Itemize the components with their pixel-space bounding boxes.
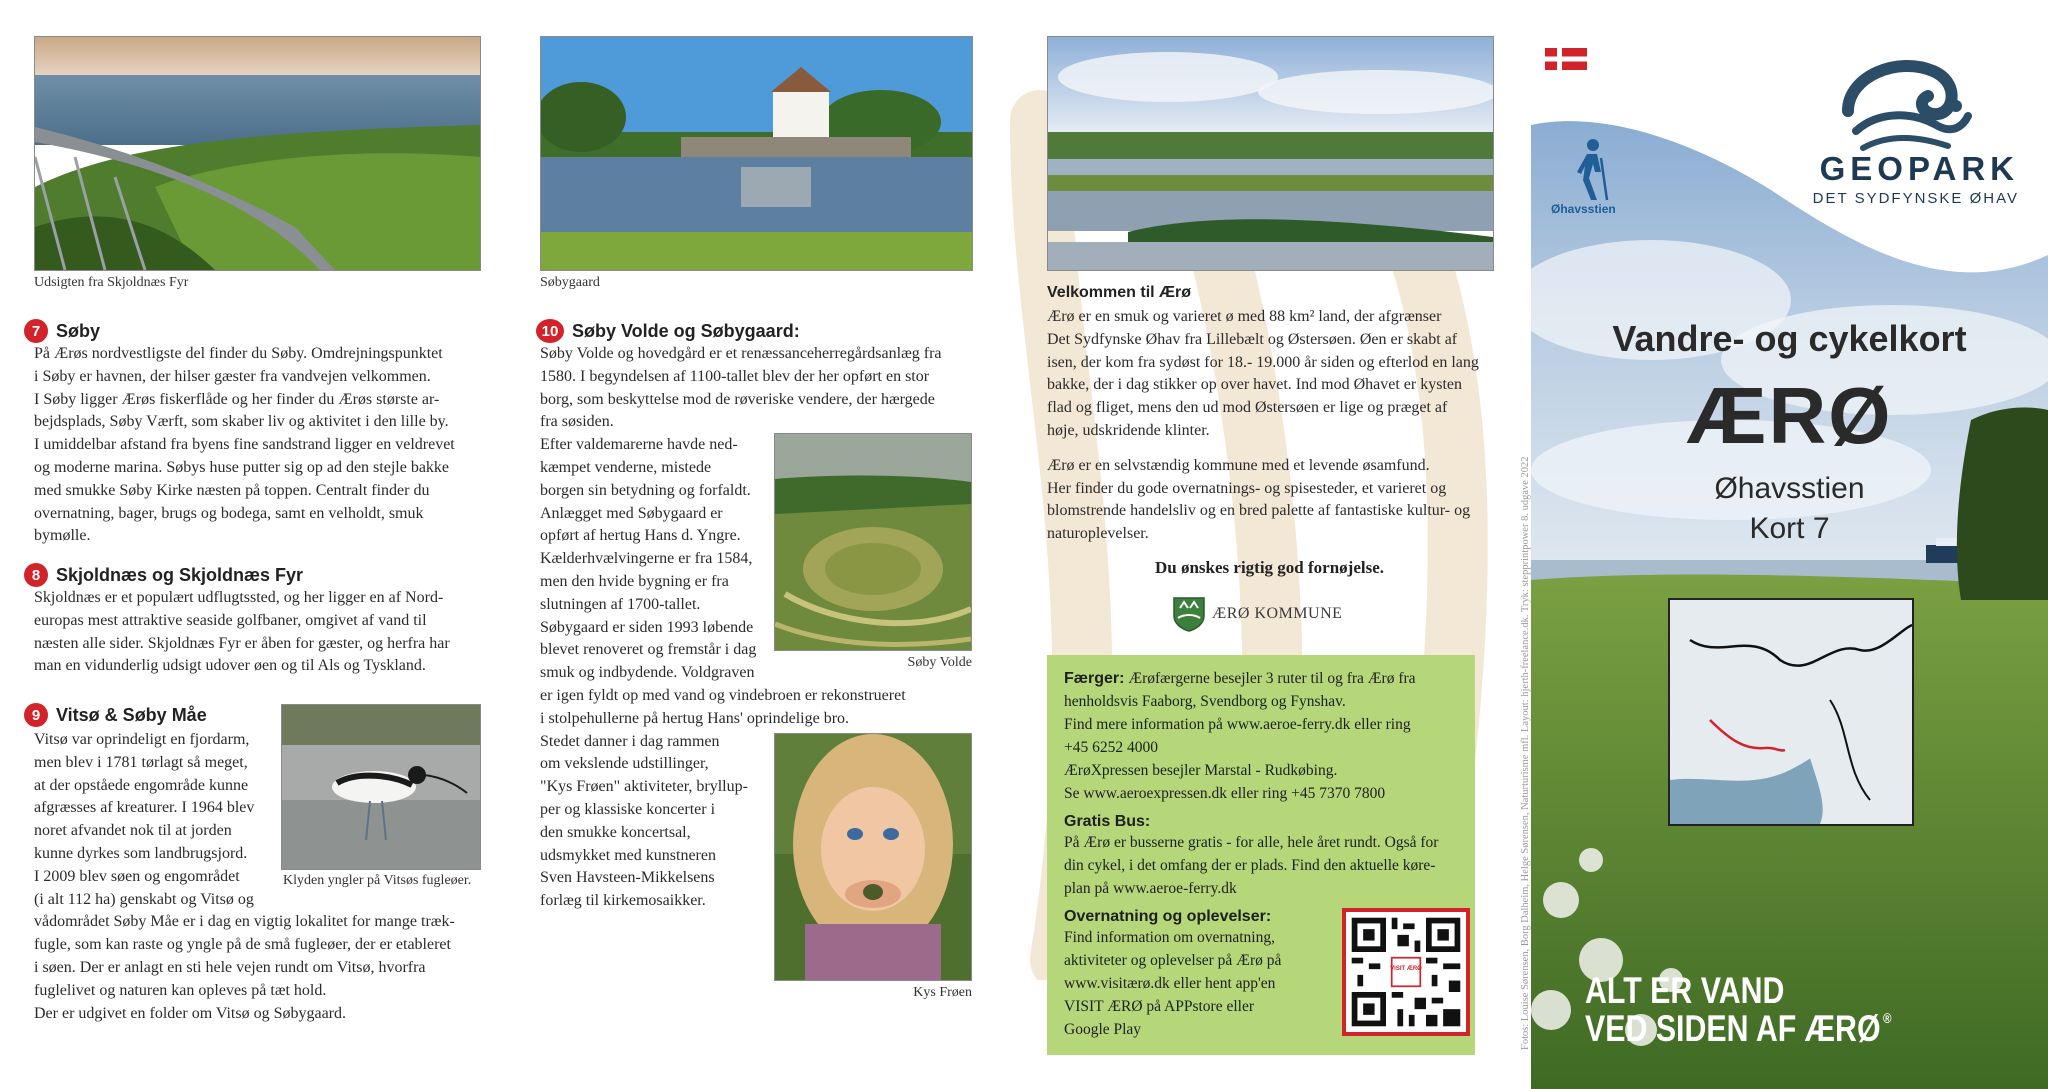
slogan-line-2: VED SIDEN AF ÆRØ [1585, 1008, 1881, 1049]
text-line: Find information om overnatning, [1064, 929, 1275, 946]
greeting-text: Du ønskes rigtig god fornøjelse. [1154, 558, 1385, 577]
text-line: Sven Havsteen-Mikkelsens [540, 869, 715, 887]
danish-flag-icon[interactable] [1545, 48, 1587, 70]
text-line: Stedet danner i dag rammen [540, 732, 720, 750]
sobygaard-photo-caption: Søbygaard [540, 275, 600, 290]
section-7-number: 7 [24, 319, 48, 343]
photo-credits: Fotos: Louise Sørensen, Borg Dalheim, Helge Sørensen, Naturturisme mfl. Layout: hjerth-freelance.dk. Tryk: stepprintpower 8. udgave 2022 [1520, 456, 1531, 1050]
section-7-title: Søby [56, 320, 101, 341]
text-line: Her finder du gode overnatnings- og spisesteder, et varieret og [1047, 479, 1447, 497]
text-line: man en vidunderlig udsigt udover øen og til Als og Tyskland. [34, 657, 426, 675]
text-line: blomstrende handelsliv og en bred palette af fantastiske kultur- og [1047, 502, 1471, 520]
kys-froen-caption: Kys Frøen [913, 984, 972, 1000]
text-line: Se www.aeroexpressen.dk eller ring +45 7370 7800 [1064, 785, 1386, 802]
text-line: I umiddelbar afstand fra byens fine sandstrand ligger en veldrevet [34, 436, 455, 454]
info-box [1047, 655, 1475, 1055]
cover-route: Øhavsstien [1714, 472, 1865, 505]
text-line: Ærø er en smuk og varieret ø med 88 km² land, der afgrænser [1047, 308, 1442, 325]
text-line: udsmykket med kunstneren [540, 846, 716, 864]
stay-heading: Overnatning og oplevelser: [1064, 908, 1272, 925]
text-line: bymølle. [34, 527, 91, 545]
cover-map-number: Kort 7 [1749, 512, 1830, 545]
text-line: overnatning, bager, brugs og bodega, samt en velholdt, smuk [34, 504, 424, 522]
text-line: (i alt 112 ha) genskabt og Vitsø og [34, 890, 254, 908]
route-inset-map[interactable] [1668, 598, 1914, 826]
text-line: Efter valdemarerne havde ned- [540, 436, 738, 454]
text-line: Søby Volde og hovedgård er et renæssanceherregårdsanlæg fra [540, 345, 942, 362]
text-line: Ærø er en selvstændig kommune med et levende øsamfund. [1047, 456, 1430, 474]
text-line: www.visitærø.dk eller hent app'en [1064, 975, 1276, 992]
skjoldnaes-view-photo [34, 36, 481, 271]
text-line: borg, som beskyttelse mod de røveriske vendere, der hærgede [540, 390, 935, 408]
text-line: blevet renoveret og fremstår i dag [540, 641, 757, 659]
text-line: borgen sin betydning og forfaldt. [540, 481, 751, 499]
bus-heading: Gratis Bus: [1064, 813, 1151, 830]
text-line: næsten alle sider. Skjoldnæs Fyr er åben for gæster, og herfra har [34, 634, 450, 652]
text-line: Ærøfærgerne besejler 3 ruter til og fra Ærø fra [1128, 670, 1416, 687]
kommune-shield-icon [1172, 596, 1206, 632]
section-7-heading [24, 319, 100, 343]
soby-volde-caption: Søby Volde [907, 655, 972, 671]
text-line: at der opståede engområde kunne [34, 776, 249, 794]
text-line: den smukke koncertsal, [540, 823, 691, 841]
text-line: men blev i 1781 tørlagt så meget, [34, 753, 248, 771]
text-line: I Søby ligger Ærøs fiskerflåde og her finder du Ærøs største ar- [34, 390, 440, 408]
geopark-wave-logo-icon [1838, 56, 1978, 158]
hiker-icon [1571, 138, 1611, 202]
qr-center-label: VISIT ÆRØ [1390, 966, 1422, 972]
text-line: plan på www.aeroe-ferry.dk [1064, 880, 1237, 897]
geopark-title: GEOPARK [1819, 150, 2019, 187]
text-line: Anlægget med Søbygaard er [540, 504, 723, 522]
text-line: kunne dyrkes som landbrugsjord. [34, 844, 248, 862]
text-line: bakke, der i dag stikker op over havet. Ind mod Øhavet er kysten [1047, 376, 1462, 394]
text-line: om vekslende udstillinger, [540, 755, 709, 773]
text-line: Vitsø var oprindeligt en fjordarm, [34, 731, 250, 748]
text-line: Skjoldnæs er et populært udflugtssted, og her ligger en af Nord- [34, 589, 444, 606]
text-line: ÆrøXpressen besejler Marstal - Rudkøbing. [1064, 762, 1338, 779]
text-line: henholdsvis Faaborg, Svendborg og Fynshav. [1064, 693, 1346, 710]
text-line: Der er udgivet en folder om Vitsø og Søbygaard. [34, 1004, 347, 1022]
text-line: Kælderhvælvingerne er fra 1584, [540, 550, 753, 568]
text-line: afgræsses af kreaturer. I 1964 blev [34, 799, 255, 817]
registered-mark: ® [1883, 1010, 1892, 1026]
text-line: Søbygaard er siden 1993 løbende [540, 618, 754, 636]
text-line: På Ærøs nordvestligste del finder du Søby. Omdrejningspunktet [34, 345, 443, 362]
text-line: slutningen af 1700-tallet. [540, 595, 701, 613]
text-line: er igen fyldt op med vand og vindebroen er rekonstrueret [540, 686, 906, 704]
text-line: 1580. I begyndelsen af 1100-tallet blev der her opført en stor [540, 367, 930, 385]
text-line: Find mere information på www.aeroe-ferry.dk eller ring [1064, 716, 1411, 733]
text-line: naturoplevelser. [1047, 525, 1149, 543]
text-line: fuglelivet og naturen kan opleves på tæt hold. [34, 981, 327, 999]
text-line: med smukke Søby Kirke næsten på toppen. Centralt finder du [34, 481, 430, 499]
trail-badge [1551, 138, 1631, 216]
text-line: i Søby er havnen, der hilser gæster fra vandvejen velkommen. [34, 367, 431, 385]
kys-froen-photo [774, 733, 972, 981]
section-9-number: 9 [24, 703, 48, 727]
section-9-title: Vitsø & Søby Måe [56, 704, 207, 725]
text-line: kæmpet venderne, mistede [540, 458, 712, 476]
section-10-title: Søby Volde og Søbygaard: [572, 320, 800, 341]
cover-title: Vandre- og cykelkort [1612, 318, 1967, 359]
text-line: opført af hertug Hans d. Yngre. [540, 527, 741, 545]
text-line: VISIT ÆRØ på APPstore eller [1064, 998, 1255, 1015]
section-10-number: 10 [536, 319, 564, 343]
cover-island: ÆRØ [1686, 371, 1893, 460]
soby-volde-figure [774, 433, 972, 671]
text-line: På Ærø er busserne gratis - for alle, hele året rundt. Også for [1064, 834, 1439, 851]
text-line: Det Sydfynske Øhav fra Lillebælt og Østersøen. Øen er skabt af [1047, 330, 1458, 348]
text-line: per og klassiske koncerter i [540, 800, 716, 818]
section-8-heading [24, 563, 303, 587]
avocet-photo-caption: Klyden yngler på Vitsøs fugleøer. [283, 873, 472, 888]
text-line: i søen. Der er anlagt en sti hele vejen rundt om Vitsø, hvorfra [34, 958, 426, 976]
text-line: noret afvandet nok til at jorden [34, 822, 232, 840]
text-line: aktiviteter og oplevelser på Ærø på [1064, 952, 1282, 969]
section-7-body [34, 343, 474, 548]
text-line: bejdsplads, Søby Værft, som skaber liv og aktivitet i den lille by. [34, 413, 449, 431]
trail-label: Øhavsstien [1551, 202, 1616, 216]
text-line: høje, udskridende klinter. [1047, 421, 1210, 439]
aero-kommune-logo [1172, 596, 1342, 632]
text-line: flad og fliget, mens den ud mod Østersøen er lige og præget af [1047, 399, 1448, 417]
text-line: fugle, som kan raste og yngle på de små fugleøer, der er etableret [34, 936, 451, 954]
text-line: +45 6252 4000 [1064, 739, 1158, 756]
slogan-line-1: ALT ER VAND [1585, 970, 1785, 1011]
text-line: "Kys Frøen" aktiviteter, bryllup- [540, 778, 748, 796]
section-10-heading [536, 319, 800, 343]
section-9-heading [24, 703, 207, 727]
text-line: forlæg til kirkemosaikker. [540, 892, 706, 910]
skjoldnaes-photo-caption: Udsigten fra Skjoldnæs Fyr [34, 275, 189, 290]
slogan [1585, 972, 1892, 1048]
kys-froen-figure [774, 733, 972, 1001]
section-8-title: Skjoldnæs og Skjoldnæs Fyr [56, 564, 304, 585]
text-line: I 2009 blev søen og engområdet [34, 867, 240, 885]
welcome-title: Velkommen til Ærø [1047, 284, 1192, 301]
welcome-body [1047, 306, 1492, 546]
sobygaard-photo [540, 36, 973, 271]
section-8-number: 8 [24, 563, 48, 587]
kommune-name: ÆRØ KOMMUNE [1212, 605, 1343, 622]
text-line: isen, der kom fra sydøst for 18.- 19.000 år siden og efterlod en lang [1047, 353, 1479, 371]
text-line: europas mest attraktive seaside golfbaner, omgivet af vand til [34, 611, 427, 629]
text-line: smuk og indbydende. Voldgraven [540, 664, 755, 682]
ferry-heading: Færger: [1064, 670, 1125, 687]
text-line: i stolpehullerne på hertug Hans' oprindelige bro. [540, 709, 850, 727]
soby-volde-photo [774, 433, 972, 651]
section-8-body [34, 587, 474, 678]
text-line: men den hvide bygning er fra [540, 572, 729, 590]
text-line: og moderne marina. Søbys huse putter sig op ad den stejle bakke [34, 458, 450, 476]
text-line: fra søsiden. [540, 413, 614, 431]
text-line: Google Play [1064, 1021, 1142, 1038]
section-10-body [540, 343, 972, 1007]
cover-panel [1531, 0, 2048, 1089]
geopark-subtitle: DET SYDFYNSKE ØHAV [1812, 190, 2019, 207]
aero-landscape-photo [1047, 36, 1494, 271]
text-line: din cykel, i det omfang der er plads. Find den aktuelle køre- [1064, 857, 1436, 874]
qr-code[interactable] [1342, 908, 1470, 1036]
text-line: vådområdet Søby Måe er i dag en vigtig lokalitet for mange træk- [34, 913, 455, 931]
